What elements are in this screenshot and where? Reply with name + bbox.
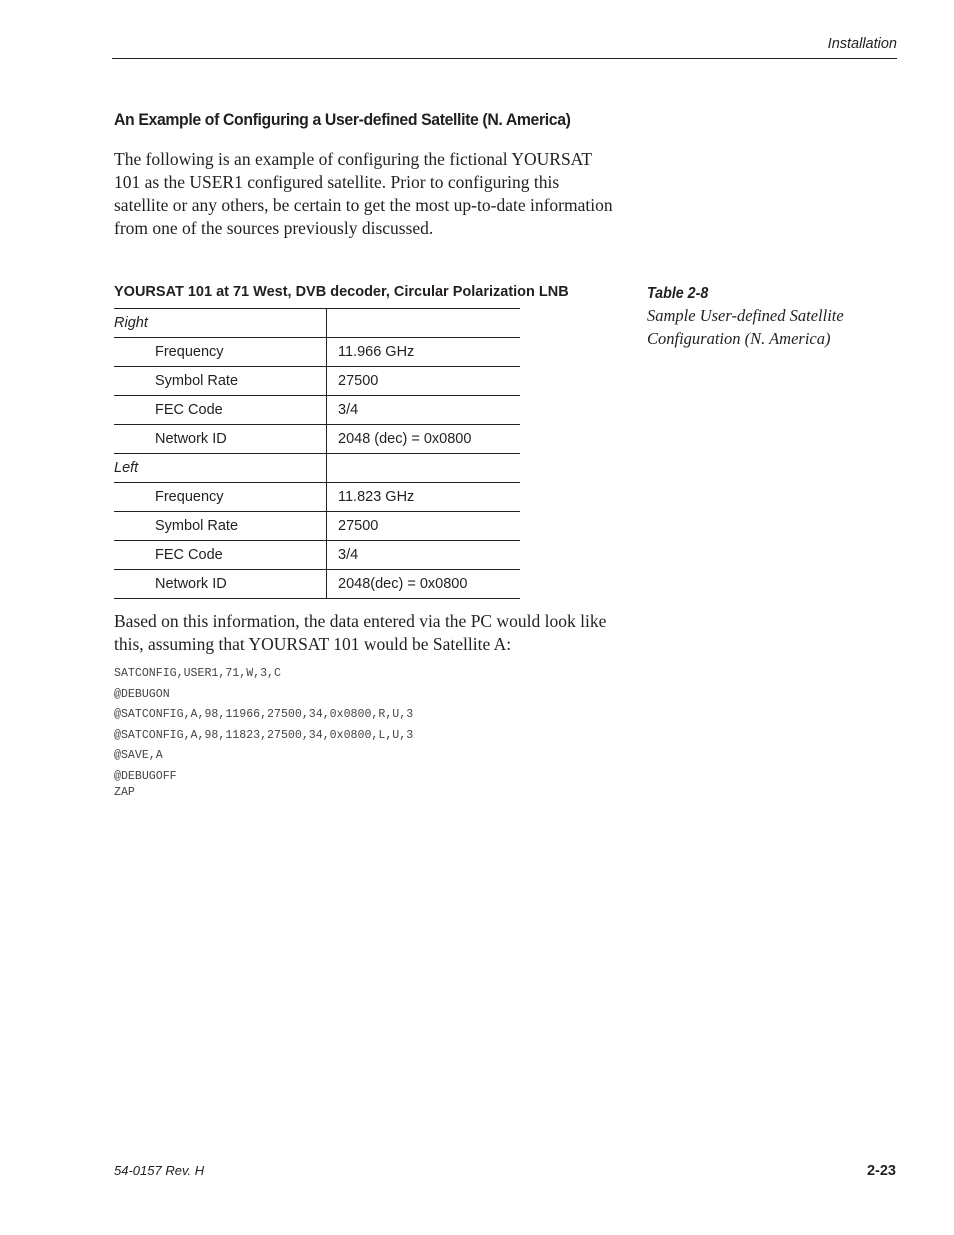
row-label: Frequency [114,483,327,512]
row-label: Network ID [114,425,327,454]
code-line: @SATCONFIG,A,98,11823,27500,34,0x0800,L,U,3 [114,728,414,742]
footer-page-number: 2-23 [866,1163,896,1179]
table-row [114,425,520,454]
row-label: FEC Code [114,396,327,425]
after-table-paragraph: Based on this information, the data entered via the PC would look like this, assuming that YOURSAT 101 would be Satellite A: [114,611,607,654]
row-value: 11.823 GHz [327,483,521,512]
table-row [114,541,520,570]
row-value: 3/4 [327,396,521,425]
row-label: Symbol Rate [114,367,327,396]
satellite-config-table [114,308,520,599]
running-header-title: Installation [827,36,897,52]
group-label: Right [114,309,327,338]
table-number: Table 2-8 [647,285,709,302]
code-line: @DEBUGON [114,687,170,701]
table-description: Sample User-defined Satellite Configuration (N. America) [647,306,844,348]
table-side-caption [647,285,847,350]
row-label: FEC Code [114,541,327,570]
table-group-row [114,309,520,338]
intro-paragraph: The following is an example of configuring the fictional YOURSAT 101 as the USER1 configured satellite. Prior to configuring this satellite or any others, be certain to get the most up-to-date information from one of the sources previously discussed. [114,149,613,238]
table-row [114,570,520,599]
row-label: Frequency [114,338,327,367]
group-label: Left [114,454,327,483]
code-line: @DEBUGOFF [114,769,177,783]
row-value: 2048(dec) = 0x0800 [327,570,521,599]
row-value: 27500 [327,512,521,541]
footer-doc-number: 54-0157 Rev. H [114,1163,205,1178]
row-label: Symbol Rate [114,512,327,541]
row-value: 2048 (dec) = 0x0800 [327,425,521,454]
code-line: @SAVE,A [114,749,163,763]
table-row [114,396,520,425]
code-line: SATCONFIG,USER1,71,W,3,C [114,667,281,680]
code-line: @SATCONFIG,A,98,11966,27500,34,0x0800,R,U,3 [114,708,414,722]
section-heading: An Example of Configuring a User-defined Satellite (N. America) [114,110,571,129]
table-group-row [114,454,520,483]
running-header [112,36,897,59]
row-value: 11.966 GHz [327,338,521,367]
table-caption: YOURSAT 101 at 71 West, DVB decoder, Circular Polarization LNB [114,284,569,300]
group-value-empty [327,309,521,338]
row-label: Network ID [114,570,327,599]
row-value: 27500 [327,367,521,396]
code-line: ZAP [114,785,135,799]
table-row [114,512,520,541]
group-value-empty [327,454,521,483]
table-row [114,367,520,396]
table-row [114,338,520,367]
command-code-block [114,666,413,801]
row-value: 3/4 [327,541,521,570]
table-row [114,483,520,512]
